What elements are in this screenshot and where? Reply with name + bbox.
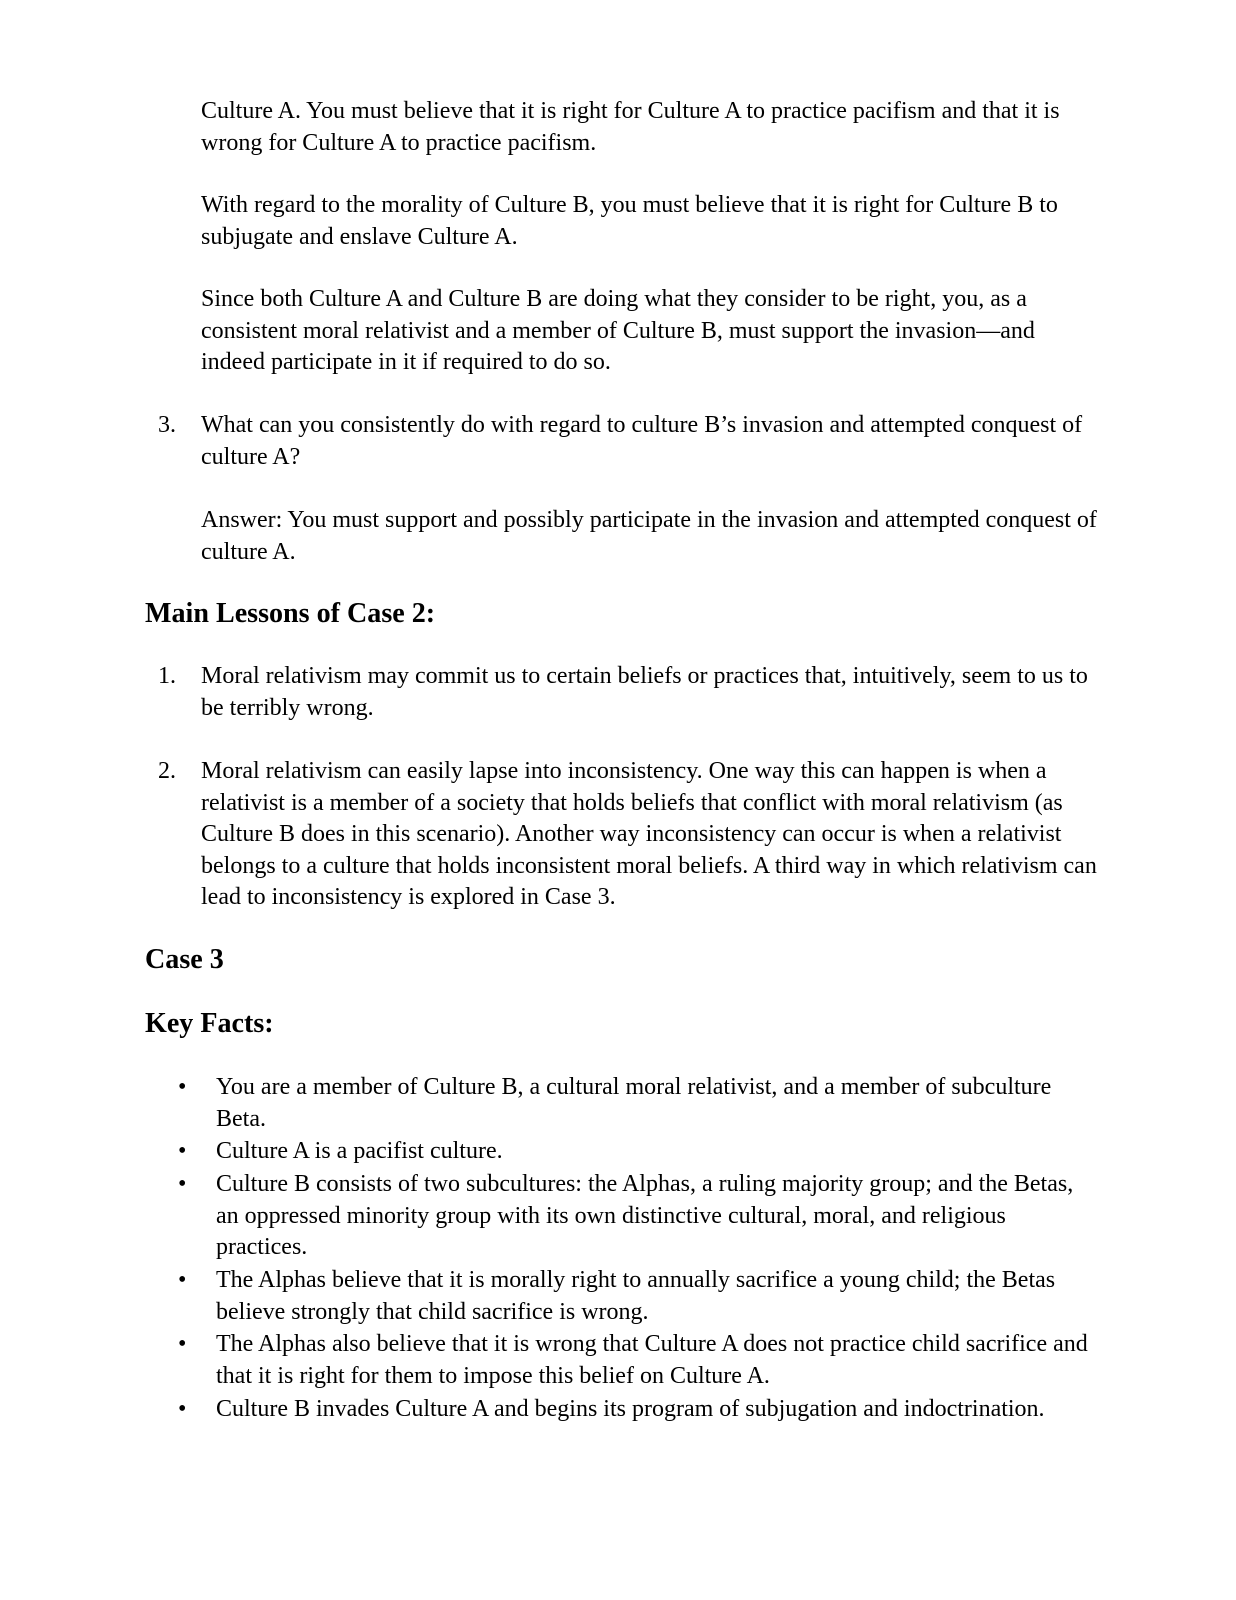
lesson-2-number: 2. [158, 758, 176, 784]
bullet-icon: • [178, 1331, 187, 1357]
continuation-paragraph-1: Culture A. You must believe that it is right for Culture A to practice pacifism and that it is wrong for Culture A to practice pacifism. [201, 98, 1060, 156]
key-fact-1: You are a member of Culture B, a cultural moral relativist, and a member of subculture Beta. [216, 1074, 1052, 1132]
bullet-icon: • [178, 1171, 187, 1197]
question-3-number: 3. [158, 412, 176, 438]
key-facts-heading: Key Facts: [145, 1008, 274, 1039]
case-3-heading: Case 3 [145, 944, 224, 975]
bullet-icon: • [178, 1267, 187, 1293]
continuation-paragraph-3: Since both Culture A and Culture B are doing what they consider to be right, you, as a consistent moral relativist and a member of Culture B, must support the invasion—and indeed participate in it if required to do so. [201, 286, 1035, 375]
key-fact-3: Culture B consists of two subcultures: the Alphas, a ruling majority group; and the Betas, an oppressed minority group with its own distinctive cultural, moral, and religious practices. [216, 1171, 1074, 1260]
bullet-icon: • [178, 1138, 187, 1164]
bullet-icon: • [178, 1074, 187, 1100]
lesson-2-text: Moral relativism can easily lapse into inconsistency. One way this can happen is when a relativist is a member of a society that holds beliefs that conflict with moral relativism (as Culture B does in this scenario). Another way inconsistency can occur is when a relativist belongs to a culture that holds inconsistent moral beliefs. A third way in which relativism can lead to inconsistency is explored in Case 3. [201, 758, 1097, 910]
question-3-answer: Answer: You must support and possibly participate in the invasion and attempted conquest of culture A. [201, 507, 1097, 565]
key-fact-5: The Alphas also believe that it is wrong that Culture A does not practice child sacrifice and that it is right for them to impose this belief on Culture A. [216, 1331, 1088, 1389]
main-lessons-heading: Main Lessons of Case 2: [145, 598, 436, 629]
lesson-1-text: Moral relativism may commit us to certain beliefs or practices that, intuitively, seem to us to be terribly wrong. [201, 663, 1088, 721]
key-fact-2: Culture A is a pacifist culture. [216, 1138, 503, 1164]
question-3-text: What can you consistently do with regard to culture B’s invasion and attempted conquest of culture A? [201, 412, 1083, 470]
key-fact-4: The Alphas believe that it is morally right to annually sacrifice a young child; the Betas believe strongly that child sacrifice is wrong. [216, 1267, 1056, 1325]
key-fact-6: Culture B invades Culture A and begins its program of subjugation and indoctrination. [216, 1396, 1045, 1422]
bullet-icon: • [178, 1396, 187, 1422]
continuation-paragraph-2: With regard to the morality of Culture B, you must believe that it is right for Culture B to subjugate and enslave Culture A. [201, 192, 1058, 250]
lesson-1-number: 1. [158, 663, 176, 689]
